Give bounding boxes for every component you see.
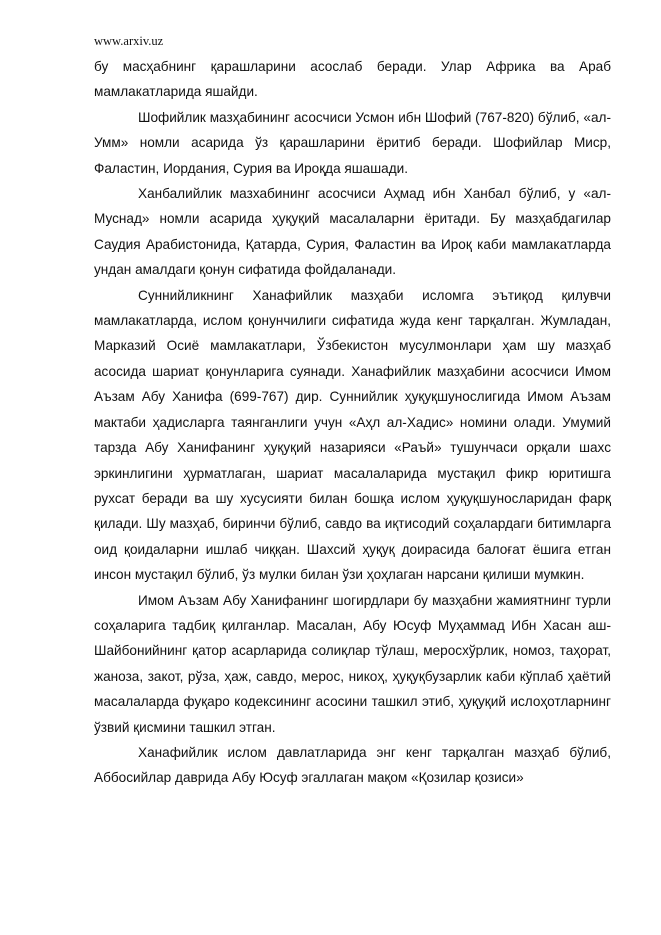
paragraph-hanbali: Ханбалийлик мазхабининг асосчиси Аҳмад ибн Ханбал бўлиб, у «ал-Муснад» номли асарида ҳуқуқий масалаларни ёритади. Бу мазҳабдагилар Саудия Арабистонида, Қатарда, Сурия, Фаластин ва Ироқ каби мамлакатларда ундан амалдаги қонун сифатида фойдаланади.: [94, 186, 611, 278]
paragraph-spread: Ханафийлик ислом давлатларида энг кенг тарқалган мазҳаб бўлиб, Аббосийлар даврида Абу Юсуф эгаллаган мақом «Қозилар қозиси»: [94, 744, 611, 786]
document-page: [94, 33, 611, 791]
paragraph-students: Имом Аъзам Абу Ханифанинг шогирдлари бу мазҳабни жамиятнинг турли соҳаларига тадбиқ қилганлар. Масалан, Абу Юсуф Муҳаммад Ибн Хасан аш-Шайбонийнинг қатор асарларида солиқлар тўлаш, меросхўрлик, номоз, таҳорат, жаноза, закот, рўза, ҳаж, савдо, мерос, никоҳ, ҳуқуқбузарлик каби кўплаб ҳаётий масалаларда фуқаро кодексининг асосини ташкил этиб, ҳуқуқий ислоҳотларнинг ўзвий қисмини ташкил этган.: [94, 592, 611, 735]
header-url: www.arxiv.uz: [94, 34, 164, 48]
paragraph-hanafi: Суннийликнинг Ханафийлик мазҳаби исломга эътиқод қилувчи мамлакатларда, ислом қонунчилиги сифатида жуда кенг тарқалган. Жумладан, Марказий Осиё мамлакатлари, Ўзбекистон мусулмонлари ҳам шу мазҳаб асосида шариат қонунларига суянади. Ханафийлик мазҳабини асосчиси Имом Аъзам Абу Ханифа (699-767) дир. Суннийлик ҳуқуқшунослигида Имом Аъзам мактаби ҳадисларга таянганлиги учун «Аҳл ал-Хадис» номини олади. Умумий тарзда Абу Ханифанинг ҳуқуқий назарияси «Раъй» тушунчаси орқали шахс эркинлигини ҳурматлаган, шариат масалаларида мустақил фикр юритишга рухсат беради ва шу хусусияти билан бошқа ислом ҳуқуқшуносларидан фарқ қилади. Шу мазҳаб, биринчи бўлиб, савдо ва иқтисодий соҳалардаги битимларга оид қоидаларни ишлаб чиққан. Шахсий ҳуқуқ доирасида балоғат ёшига етган инсон мустақил бўлиб, ўз мулки билан ўзи ҳоҳлаган нарсани қилиши мумкин.: [94, 287, 611, 583]
paragraph-shafii: Шофийлик мазҳабининг асосчиси Усмон ибн Шофий (767-820) бўлиб, «ал-Умм» номли асарида ўз қарашларини ёритиб беради. Шофийлар Миср, Фаластин, Иордания, Сурия ва Ироқда яшашади.: [94, 109, 611, 176]
paragraph-continuation: бу масҳабнинг қарашларини асослаб беради. Улар Африка ва Араб мамлакатларида яшайди.: [94, 59, 611, 100]
